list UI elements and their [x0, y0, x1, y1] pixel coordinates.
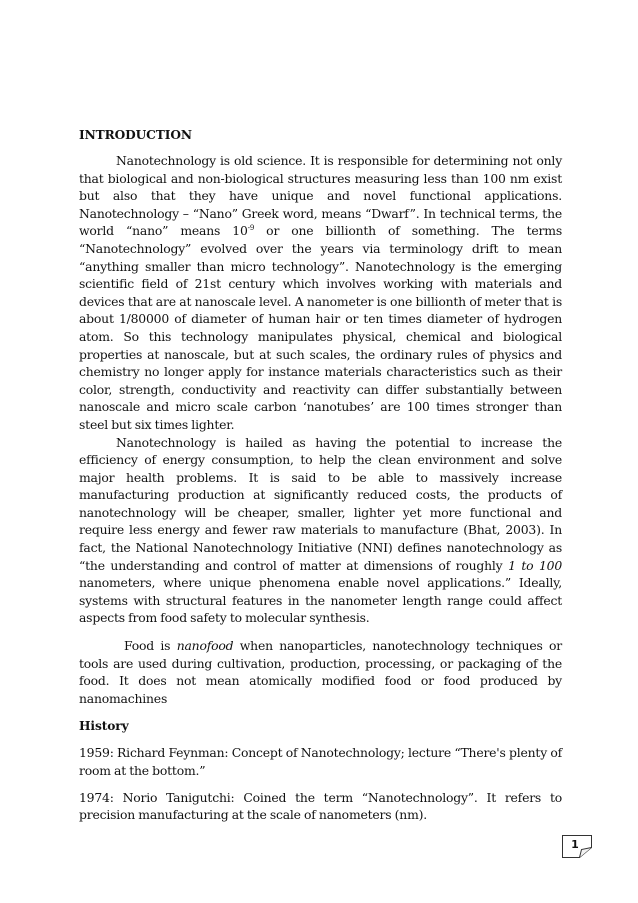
intro-paragraph-2-text-a: Nanotechnology is hailed as having the potential to increase the efficiency of energy consumption, to help the clean environment and solve major health problems. It is said to be able to massively increase manufacturing production at significantly reduced costs, the products of nanotechnology will be cheaper, smaller, lighter yet more functional and require less energy and fewer raw materials to manufacture (Bhat, 2003). In fact, the National Nanotechnology Initiative (NNI) defines nanotechnology as “the understanding and control of matter at dimensions of roughly	[79, 434, 562, 573]
emphasis-range: 1 to 100	[508, 557, 563, 573]
intro-paragraph-1-text-a: Nanotechnology is old science. It is responsible for determining not only that biological and non-biological structures measuring less than 100 nm exist but also that they have unique and novel functional applications. Nanotechnology – “Nano” Greek word, means “Dwarf”. In technical terms, the world “nano” means 10	[79, 153, 562, 239]
history-entry: 1974: Norio Tanigutchi: Coined the term “Nanotechnology”. It refers to precision manufacturing at the scale of nanometers (nm).	[79, 789, 562, 823]
document-body	[79, 126, 562, 824]
exponent: -9	[247, 224, 255, 233]
emphasis-nanofood: nanofood	[176, 638, 234, 654]
intro-paragraph-1	[79, 152, 562, 434]
intro-paragraph-3	[79, 637, 562, 707]
intro-paragraph-3-text-b: when nanoparticles, nanotechnology techniques or tools are used during cultivation, production, processing, or packaging of the food. It does not mean atomically modified food or food produced by nanomachines	[79, 638, 562, 706]
history-entry: 1959: Richard Feynman: Concept of Nanotechnology; lecture “There's plenty of room at the bottom.”	[79, 745, 562, 778]
intro-paragraph-2-text-b: nanometers, where unique phenomena enable novel applications.” Ideally, systems with structural features in the nanometer length range could affect aspects from food safety to molecular synthesis.	[79, 575, 562, 626]
intro-paragraph-1-text-b: or one billionth of something. The terms “Nanotechnology” evolved over the years via terminology drift to mean “anything smaller than micro technology”. Nanotechnology is the emerging scientific field of 21st century which involves working with materials and devices that are at nanoscale level. A nanometer is one billionth of meter that is about 1/80000 of diameter of human hair or ten times diameter of hydrogen atom. So this technology manipulates physical, chemical and biological properties at nanoscale, but at such scales, the ordinary rules of physics and chemistry no longer apply for instance materials characteristics such as their color, strength, conductivity and reactivity can differ substantially between nanoscale and micro scale carbon ‘nanotubes’ are 100 times stronger than steel but six times lighter.	[79, 223, 562, 432]
section-title: INTRODUCTION	[79, 128, 192, 142]
page-number-box	[562, 835, 592, 857]
intro-paragraph-3-text-a: Food is	[124, 638, 177, 654]
page-number: 1	[571, 838, 579, 851]
history-title: History	[79, 719, 129, 734]
intro-paragraph-2	[79, 434, 562, 628]
